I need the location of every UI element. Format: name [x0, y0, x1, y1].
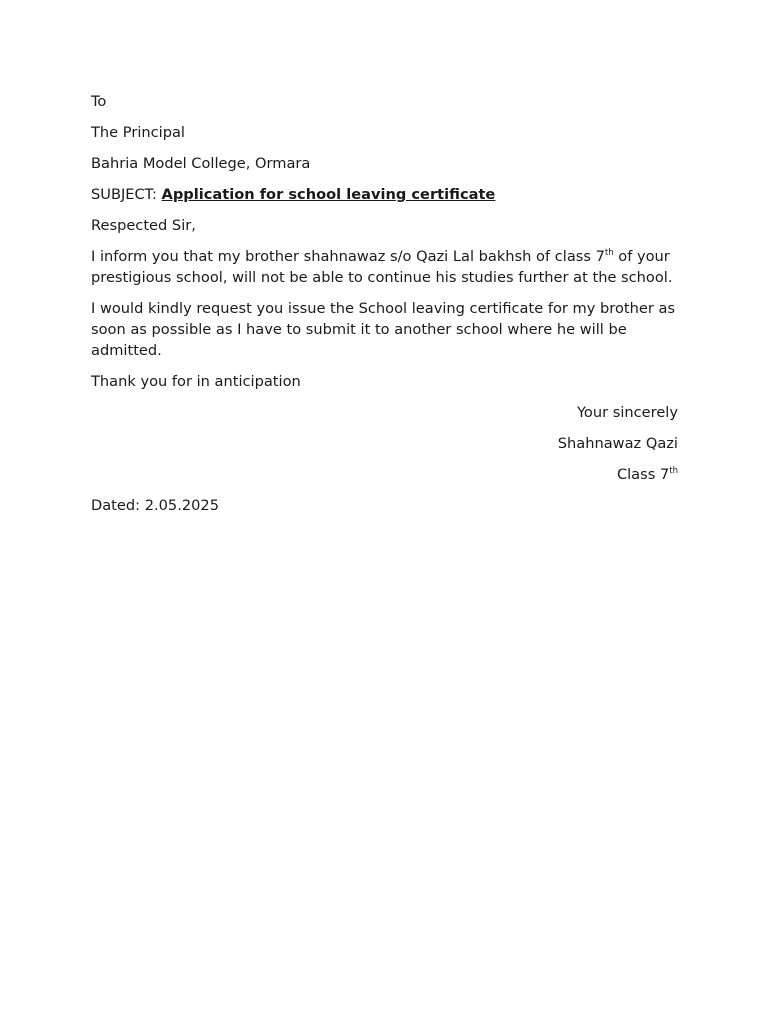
letter-body-paragraph-2: I would kindly request you issue the School leaving certificate for my brother as soon as possible as I have to submit it to another school where he will be admitted.: [91, 300, 676, 359]
signature-class: [91, 464, 678, 485]
letter-document: [91, 91, 678, 526]
letter-salutation: Respected Sir,: [91, 217, 196, 234]
letter-thanks: Thank you for in anticipation: [91, 373, 301, 390]
body1-text-end: of your prestigious school, will not be able to continue his studies further at the school.: [91, 248, 673, 286]
signature-name: Shahnawaz Qazi: [557, 435, 678, 452]
signature-class-superscript: th: [669, 466, 678, 476]
body1-text-start: I inform you that my brother shahnawaz s/o Qazi Lal bakhsh of class 7: [91, 248, 605, 265]
letter-date: Dated: 2.05.2025: [91, 497, 219, 514]
body1-superscript: th: [604, 248, 614, 258]
letter-body-paragraph-1: [91, 246, 678, 288]
letter-closing: Your sincerely: [576, 404, 678, 421]
letter-recipient: The Principal: [91, 124, 185, 141]
letter-subject: [91, 184, 678, 205]
signature-class-text: Class 7: [616, 466, 670, 483]
subject-label: SUBJECT:: [91, 186, 162, 203]
letter-institution: Bahria Model College, Ormara: [91, 155, 311, 172]
letter-to: To: [91, 93, 107, 110]
subject-title: Application for school leaving certificate: [161, 186, 496, 203]
